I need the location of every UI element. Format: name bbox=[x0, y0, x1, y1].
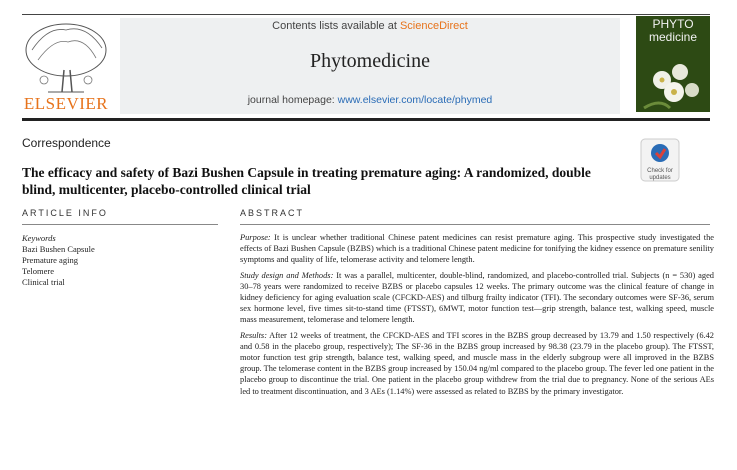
abstract-rule bbox=[240, 224, 710, 225]
publisher-name: ELSEVIER bbox=[23, 94, 109, 113]
journal-homepage bbox=[120, 94, 620, 106]
journal-name: Phytomedicine bbox=[310, 50, 430, 72]
article-info-heading: ARTICLE INFO bbox=[22, 208, 108, 218]
cover-title bbox=[636, 18, 710, 44]
keyword-item: Premature aging bbox=[22, 255, 78, 265]
check-updates-line2: updates bbox=[649, 175, 671, 181]
check-updates-line1: Check for bbox=[647, 168, 673, 174]
results-text: After 12 weeks of treatment, the CFCKD-AES and TFI scores in the BZBS group decreased by 13.79 and 1.50 respectively (6.42 and 0.58 in the placebo group, respectively); The SF-36 in the BZBS group increased by 98.38 (23.79 in the placebo group). The FTSST, motor function test grip strength, balance test, walking speed, and muscle mass in the elderly subgroup were all improved in the BZBS group. The telomerase content in the BZBS group increased by 150.04 ng/ml compared to the placebo group. The fever led one patient in the placebo group to discontinue the trial. One patient in the placebo group withdrew from the trial due to pregnancy. None of the serious AEs led to treatment discontinuation, and 3 AEs (1.14%) were assessed as related to BZBS by the primary investigator. bbox=[240, 330, 714, 396]
article-info-rule bbox=[22, 224, 218, 225]
keyword-item: Clinical trial bbox=[22, 277, 65, 287]
design-label: Study design and Methods: bbox=[240, 270, 334, 280]
keywords-label: Keywords bbox=[22, 233, 56, 243]
cover-title-line1: PHYTO bbox=[652, 17, 694, 31]
abstract-results bbox=[240, 330, 714, 397]
keyword-item: Bazi Bushen Capsule bbox=[22, 244, 95, 254]
contents-prefix: Contents lists available at bbox=[272, 20, 400, 32]
sciencedirect-link[interactable]: ScienceDirect bbox=[399, 20, 468, 32]
results-label: Results: bbox=[240, 330, 267, 340]
abstract-body bbox=[240, 232, 714, 401]
keywords-block bbox=[22, 233, 95, 288]
elsevier-tree-logo bbox=[18, 20, 114, 98]
homepage-link[interactable]: www.elsevier.com/locate/phymed bbox=[337, 94, 493, 106]
abstract-heading: ABSTRACT bbox=[240, 208, 305, 218]
cover-title-line2: medicine bbox=[648, 30, 698, 44]
contents-line bbox=[120, 20, 620, 32]
homepage-prefix: journal homepage: bbox=[247, 94, 338, 106]
purpose-text: It is unclear whether traditional Chinese patent medicines can resist premature aging. This prospective study investigated the effects of Bazi Bushen Capsule (BZBS) which is a traditional Chinese patent medicine for tonifying the kidney essence on premature senility symptoms and quality of life, telomerase activity and telomere length. bbox=[240, 233, 714, 265]
abstract-design bbox=[240, 270, 714, 326]
purpose-label: Purpose: bbox=[240, 233, 271, 242]
article-title: The efficacy and safety of Bazi Bushen Capsule in treating premature aging: A randomized, double blind, multicenter, placebo-controlled clinical trial bbox=[22, 165, 591, 197]
top-rule bbox=[22, 14, 710, 15]
cover-flower-image bbox=[640, 50, 706, 110]
header-thick-rule bbox=[22, 118, 710, 121]
article-type-label: Correspondence bbox=[22, 136, 111, 150]
abstract-purpose bbox=[240, 232, 714, 266]
keyword-item: Telomere bbox=[22, 266, 54, 276]
design-text: It was a parallel, multicenter, double-blind, randomized, and placebo-controlled trial. Subjects (n = 530) aged 30–78 years were randomized to receive BZBS or placebo capsules 12 weeks. The primary outcome was the clinical feature of change in kidney deficiency for aging evaluation scale (CFCKD-AES) and tilburg frailty indicator (TFI). The secondary outcomes were SF-36, serum sex hormone level, five times sit-to-stand time (FTSST), 6MWT, motor function test—grip strength, balance test, walking speed, muscle mass measurement, telomerase and telomere length. bbox=[240, 270, 714, 325]
check-for-updates-label bbox=[636, 168, 684, 182]
